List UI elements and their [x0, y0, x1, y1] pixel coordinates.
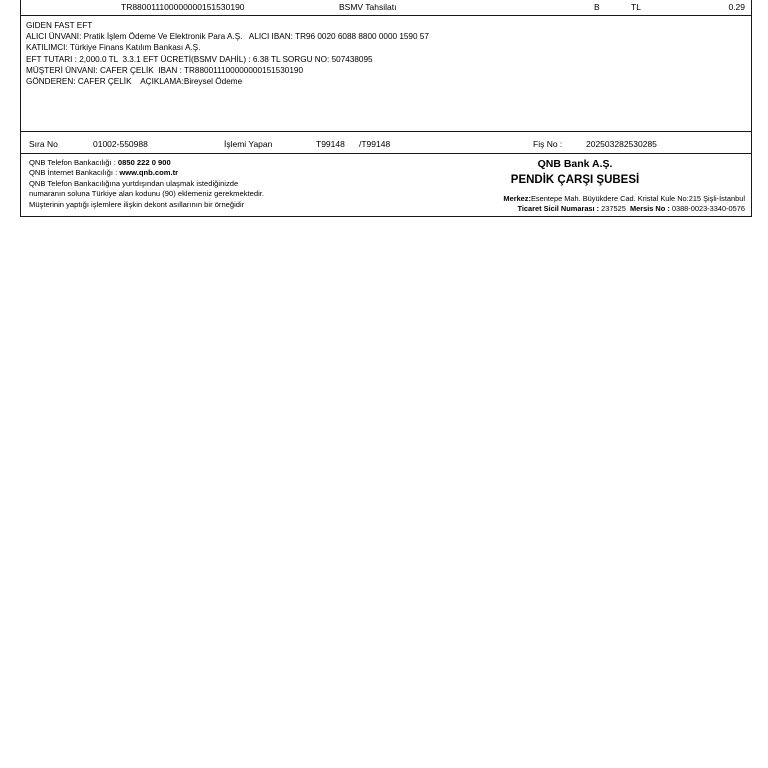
- footer-internet-banking-value: www.qnb.com.tr: [119, 168, 179, 178]
- footer-contact-info: [29, 158, 359, 210]
- registry-numbers: [405, 204, 745, 214]
- transaction-table-row: [20, 0, 752, 16]
- operator-value: T99148: [316, 139, 345, 149]
- detail-line-sender-description: GÖNDEREN: CAFER ÇELİK AÇIKLAMA:Bireysel Ödeme: [26, 77, 243, 87]
- transaction-iban: TR880011100000000151530190: [121, 2, 245, 12]
- detail-line-eft-amount-fee: EFT TUTARI : 2,000.0 TL 3.3.1 EFT ÜCRETİ(BSMV DAHİL) : 6.38 TL SORGU NO: 507438095: [26, 54, 373, 64]
- footer-bank-info: [405, 157, 745, 214]
- detail-line-receiver-title-iban: ALICI ÜNVANI: Pratik İşlem Ödeme Ve Elektronik Para A.Ş. ALICI IBAN: TR96 0020 6088 8800 0000 1590 57: [26, 32, 429, 42]
- registry-label: Ticaret Sicil Numarası :: [517, 204, 602, 213]
- bank-name: QNB Bank A.Ş.: [537, 158, 613, 170]
- footer-phone-banking-label: QNB Telefon Bankacılığı :: [29, 158, 118, 167]
- fis-no-label: Fiş No :: [533, 139, 563, 149]
- detail-line-participant-bank: KATILIMCI: Türkiye Finans Katılım Bankası A.Ş.: [26, 43, 201, 53]
- headquarters-address-value: Esentepe Mah. Büyükdere Cad. Kristal Kule No:215 Şişli-İstanbul: [530, 194, 745, 203]
- footer-note-line-2: numaranın soluna Türkiye alan kodunu (90) eklemeniz gerekmektedir.: [29, 189, 264, 199]
- footer-internet-banking-label: QNB İnternet Bankacılığı :: [29, 168, 120, 178]
- transaction-debit-credit: B: [594, 2, 600, 12]
- detail-line-transfer-type: GIDEN FAST EFT: [26, 21, 93, 30]
- mersis-value: 0388-0023-3340-0576: [671, 204, 745, 213]
- operator-label: İşlemi Yapan: [224, 139, 273, 149]
- mersis-label: Mersis No :: [625, 204, 672, 213]
- footer-internet-banking: [29, 168, 359, 178]
- fis-no-value: 202503282530285: [586, 139, 657, 149]
- footer-phone-banking: [29, 158, 359, 168]
- branch-name: PENDİK ÇARŞI ŞUBESİ: [510, 174, 640, 186]
- footer-note-line-3: Müşterinin yaptığı işlemlere ilişkin dekont asıllarının bir örneğidir: [29, 199, 245, 209]
- headquarters-address: [405, 194, 745, 204]
- transaction-description: BSMV Tahsilatı: [339, 2, 397, 12]
- receipt-footer: [20, 154, 752, 217]
- transaction-amount: 0.29: [728, 2, 745, 12]
- headquarters-address-block: [405, 194, 745, 214]
- transaction-detail-block: [20, 16, 752, 132]
- reference-row: [20, 132, 752, 154]
- receipt-document: [20, 0, 752, 217]
- detail-line-customer-title-iban: MÜŞTERİ ÜNVANI: CAFER ÇELİK IBAN : TR880011100000000151530190: [26, 65, 303, 75]
- headquarters-address-label: Merkez:: [503, 194, 531, 203]
- operator-value-secondary: /T99148: [359, 139, 391, 149]
- registry-value: 237525: [601, 204, 626, 213]
- sira-no-label: Sıra No: [29, 139, 58, 149]
- footer-note-line-1: QNB Telefon Bankacılığına yurtdışından ulaşmak istediğinizde: [29, 178, 239, 188]
- footer-phone-banking-value: 0850 222 0 900: [117, 158, 171, 167]
- sira-no-value: 01002-550988: [93, 139, 148, 149]
- transaction-currency: TL: [631, 2, 641, 12]
